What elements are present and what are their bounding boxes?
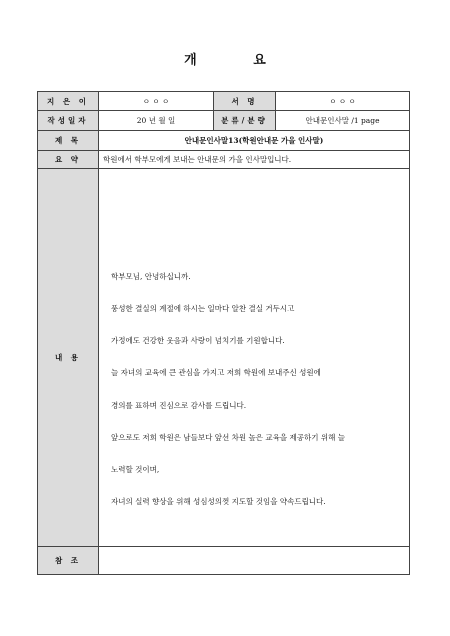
- content-line: 앞으로도 저희 학원은 남들보다 앞선 차원 높은 교육을 제공하기 위해 늘: [111, 432, 345, 442]
- category-value: 안내문인사말 /1 page: [276, 111, 410, 131]
- content-label: 내 용: [38, 169, 99, 547]
- author-value: ㅇ ㅇ ㅇ: [99, 92, 214, 111]
- content-row: [38, 169, 410, 547]
- author-row: [38, 92, 410, 111]
- notes-row: [38, 547, 410, 575]
- content-line: 자녀의 실력 향상을 위해 성심성의껏 지도할 것임을 약속드립니다.: [111, 497, 326, 507]
- date-value: 20 년 월 일: [99, 111, 214, 131]
- content-body: [99, 169, 410, 547]
- content-line: 늘 자녀의 교육에 큰 관심을 가지고 저희 학원에 보내주신 성원에: [111, 368, 321, 378]
- summary-label: 요 약: [38, 151, 99, 169]
- content-line: 학부모님, 안녕하십니까.: [111, 271, 191, 281]
- subject-value: 안내문인사말13(학원안내문 가을 인사말): [99, 131, 410, 151]
- content-line: 노력할 것이며,: [111, 464, 160, 474]
- summary-value: 학원에서 학부모에게 보내는 안내문의 가을 인사말입니다.: [99, 151, 410, 169]
- document-title: 개 요: [184, 53, 292, 68]
- notes-label: 참 조: [38, 547, 99, 575]
- content-line: 가정에도 건강한 웃음과 사랑이 넘치기를 기원합니다.: [111, 336, 285, 346]
- date-label: 작성일자: [38, 111, 99, 131]
- subject-row: [38, 131, 410, 151]
- date-row: [38, 111, 410, 131]
- signature-label: 서 명: [214, 92, 276, 111]
- notes-value: [99, 547, 410, 575]
- summary-row: [38, 151, 410, 169]
- content-line: 경의를 표하며 진심으로 감사를 드립니다.: [111, 400, 247, 410]
- summary-form-table: [37, 91, 410, 575]
- author-label: 지 은 이: [38, 92, 99, 111]
- category-label: 분류/분량: [214, 111, 276, 131]
- content-line: 풍성한 결실의 계절에 하시는 일마다 알찬 결실 거두시고: [111, 303, 295, 313]
- subject-label: 제 목: [38, 131, 99, 151]
- signature-value: ㅇ ㅇ ㅇ: [276, 92, 410, 111]
